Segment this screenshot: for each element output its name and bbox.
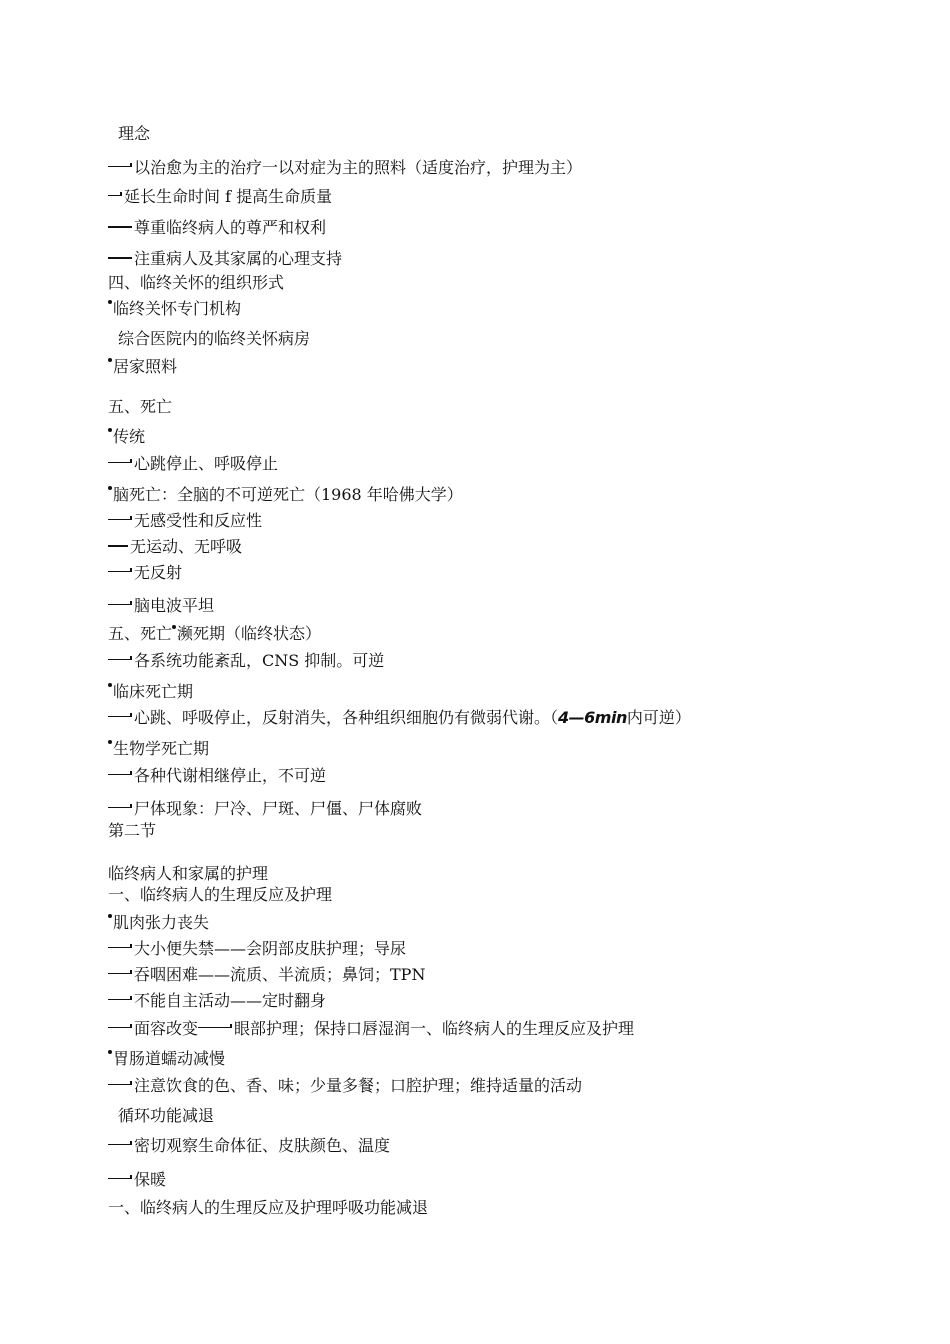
dash-icon bbox=[198, 1021, 234, 1035]
list-item: 尸体现象：尸冷、尸斑、尸僵、尸体腐败 bbox=[108, 799, 422, 819]
list-item: 保暖 bbox=[108, 1170, 166, 1190]
list-item: 注重病人及其家属的心理支持 bbox=[108, 249, 342, 269]
list-item: 循环功能减退 bbox=[118, 1106, 215, 1125]
section-heading: 第二节 bbox=[108, 821, 157, 840]
dash-icon bbox=[108, 539, 130, 553]
list-item: 注意饮食的色、香、味；少量多餐；口腔护理；维持适量的活动 bbox=[108, 1076, 582, 1096]
dash-icon bbox=[108, 598, 134, 612]
dash-icon bbox=[108, 456, 134, 470]
list-item: 综合医院内的临终关怀病房 bbox=[118, 329, 311, 348]
dash-icon bbox=[108, 565, 134, 579]
list-item: 各系统功能紊乱，CNS 抑制。可逆 bbox=[108, 651, 384, 671]
list-item: 密切观察生命体征、皮肤颜色、温度 bbox=[108, 1136, 390, 1156]
dash-icon bbox=[108, 710, 134, 724]
list-item: 心跳、呼吸停止，反射消失，各种组织细胞仍有微弱代谢。（4—6min内可逆） bbox=[108, 708, 691, 728]
list-item: 以治愈为主的治疗一以对症为主的照料（适度治疗，护理为主） bbox=[108, 158, 582, 178]
list-item: 无感受性和反应性 bbox=[108, 511, 262, 531]
bullet-icon bbox=[108, 428, 112, 432]
list-item: 面容改变 眼部护理；保持口唇湿润一、临终病人的生理反应及护理 bbox=[108, 1019, 634, 1039]
list-item: 临床死亡期 bbox=[108, 682, 193, 702]
bullet-icon bbox=[108, 300, 112, 304]
list-item: 脑电波平坦 bbox=[108, 596, 214, 616]
list-item: 不能自主活动——定时翻身 bbox=[108, 991, 326, 1011]
dash-icon bbox=[108, 251, 134, 265]
list-item: 心跳停止、呼吸停止 bbox=[108, 454, 278, 474]
section-heading: 一、临终病人的生理反应及护理呼吸功能减退 bbox=[108, 1198, 429, 1217]
dash-icon bbox=[108, 768, 134, 782]
dash-icon bbox=[108, 653, 134, 667]
dash-icon bbox=[108, 1021, 134, 1035]
bullet-icon bbox=[108, 358, 112, 362]
list-item: 胃肠道蠕动减慢 bbox=[108, 1049, 225, 1069]
list-item: 延长生命时间 f 提高生命质量 bbox=[108, 187, 332, 207]
section-heading: 一、临终病人的生理反应及护理 bbox=[108, 885, 333, 904]
section-heading: 四、临终关怀的组织形式 bbox=[108, 273, 285, 292]
heading-concept: 理念 bbox=[118, 124, 151, 143]
bullet-icon bbox=[108, 1050, 112, 1054]
list-item: 脑死亡：全脑的不可逆死亡（1968 年哈佛大学） bbox=[108, 485, 463, 505]
bullet-icon bbox=[108, 486, 112, 490]
list-item: 传统 bbox=[108, 427, 145, 447]
dash-icon bbox=[108, 941, 134, 955]
dash-icon bbox=[108, 220, 134, 234]
dash-icon bbox=[108, 801, 134, 815]
list-item: 各种代谢相继停止，不可逆 bbox=[108, 766, 326, 786]
bullet-icon bbox=[108, 740, 112, 744]
dash-icon bbox=[108, 189, 124, 203]
list-item: 吞咽困难——流质、半流质；鼻饲；TPN bbox=[108, 965, 425, 985]
dash-icon bbox=[108, 1172, 134, 1186]
section-heading: 临终病人和家属的护理 bbox=[108, 864, 269, 883]
section-heading: 五、死亡 濒死期（临终状态） bbox=[108, 624, 322, 643]
dash-icon bbox=[108, 160, 134, 174]
list-item: 肌肉张力丧失 bbox=[108, 913, 209, 933]
bullet-icon bbox=[172, 625, 176, 629]
list-item: 无反射 bbox=[108, 563, 182, 583]
bullet-icon bbox=[108, 914, 112, 918]
dash-icon bbox=[108, 1078, 134, 1092]
section-heading: 五、死亡 bbox=[108, 397, 173, 416]
dash-icon bbox=[108, 513, 134, 527]
list-item: 居家照料 bbox=[108, 357, 177, 377]
list-item: 临终关怀专门机构 bbox=[108, 299, 241, 319]
dash-icon bbox=[108, 1138, 134, 1152]
list-item: 生物学死亡期 bbox=[108, 739, 209, 759]
list-item: 无运动、无呼吸 bbox=[108, 537, 242, 557]
list-item: 大小便失禁——会阴部皮肤护理；导尿 bbox=[108, 939, 406, 959]
bullet-icon bbox=[108, 683, 112, 687]
dash-icon bbox=[108, 993, 134, 1007]
list-item: 尊重临终病人的尊严和权利 bbox=[108, 218, 326, 238]
dash-icon bbox=[108, 967, 134, 981]
